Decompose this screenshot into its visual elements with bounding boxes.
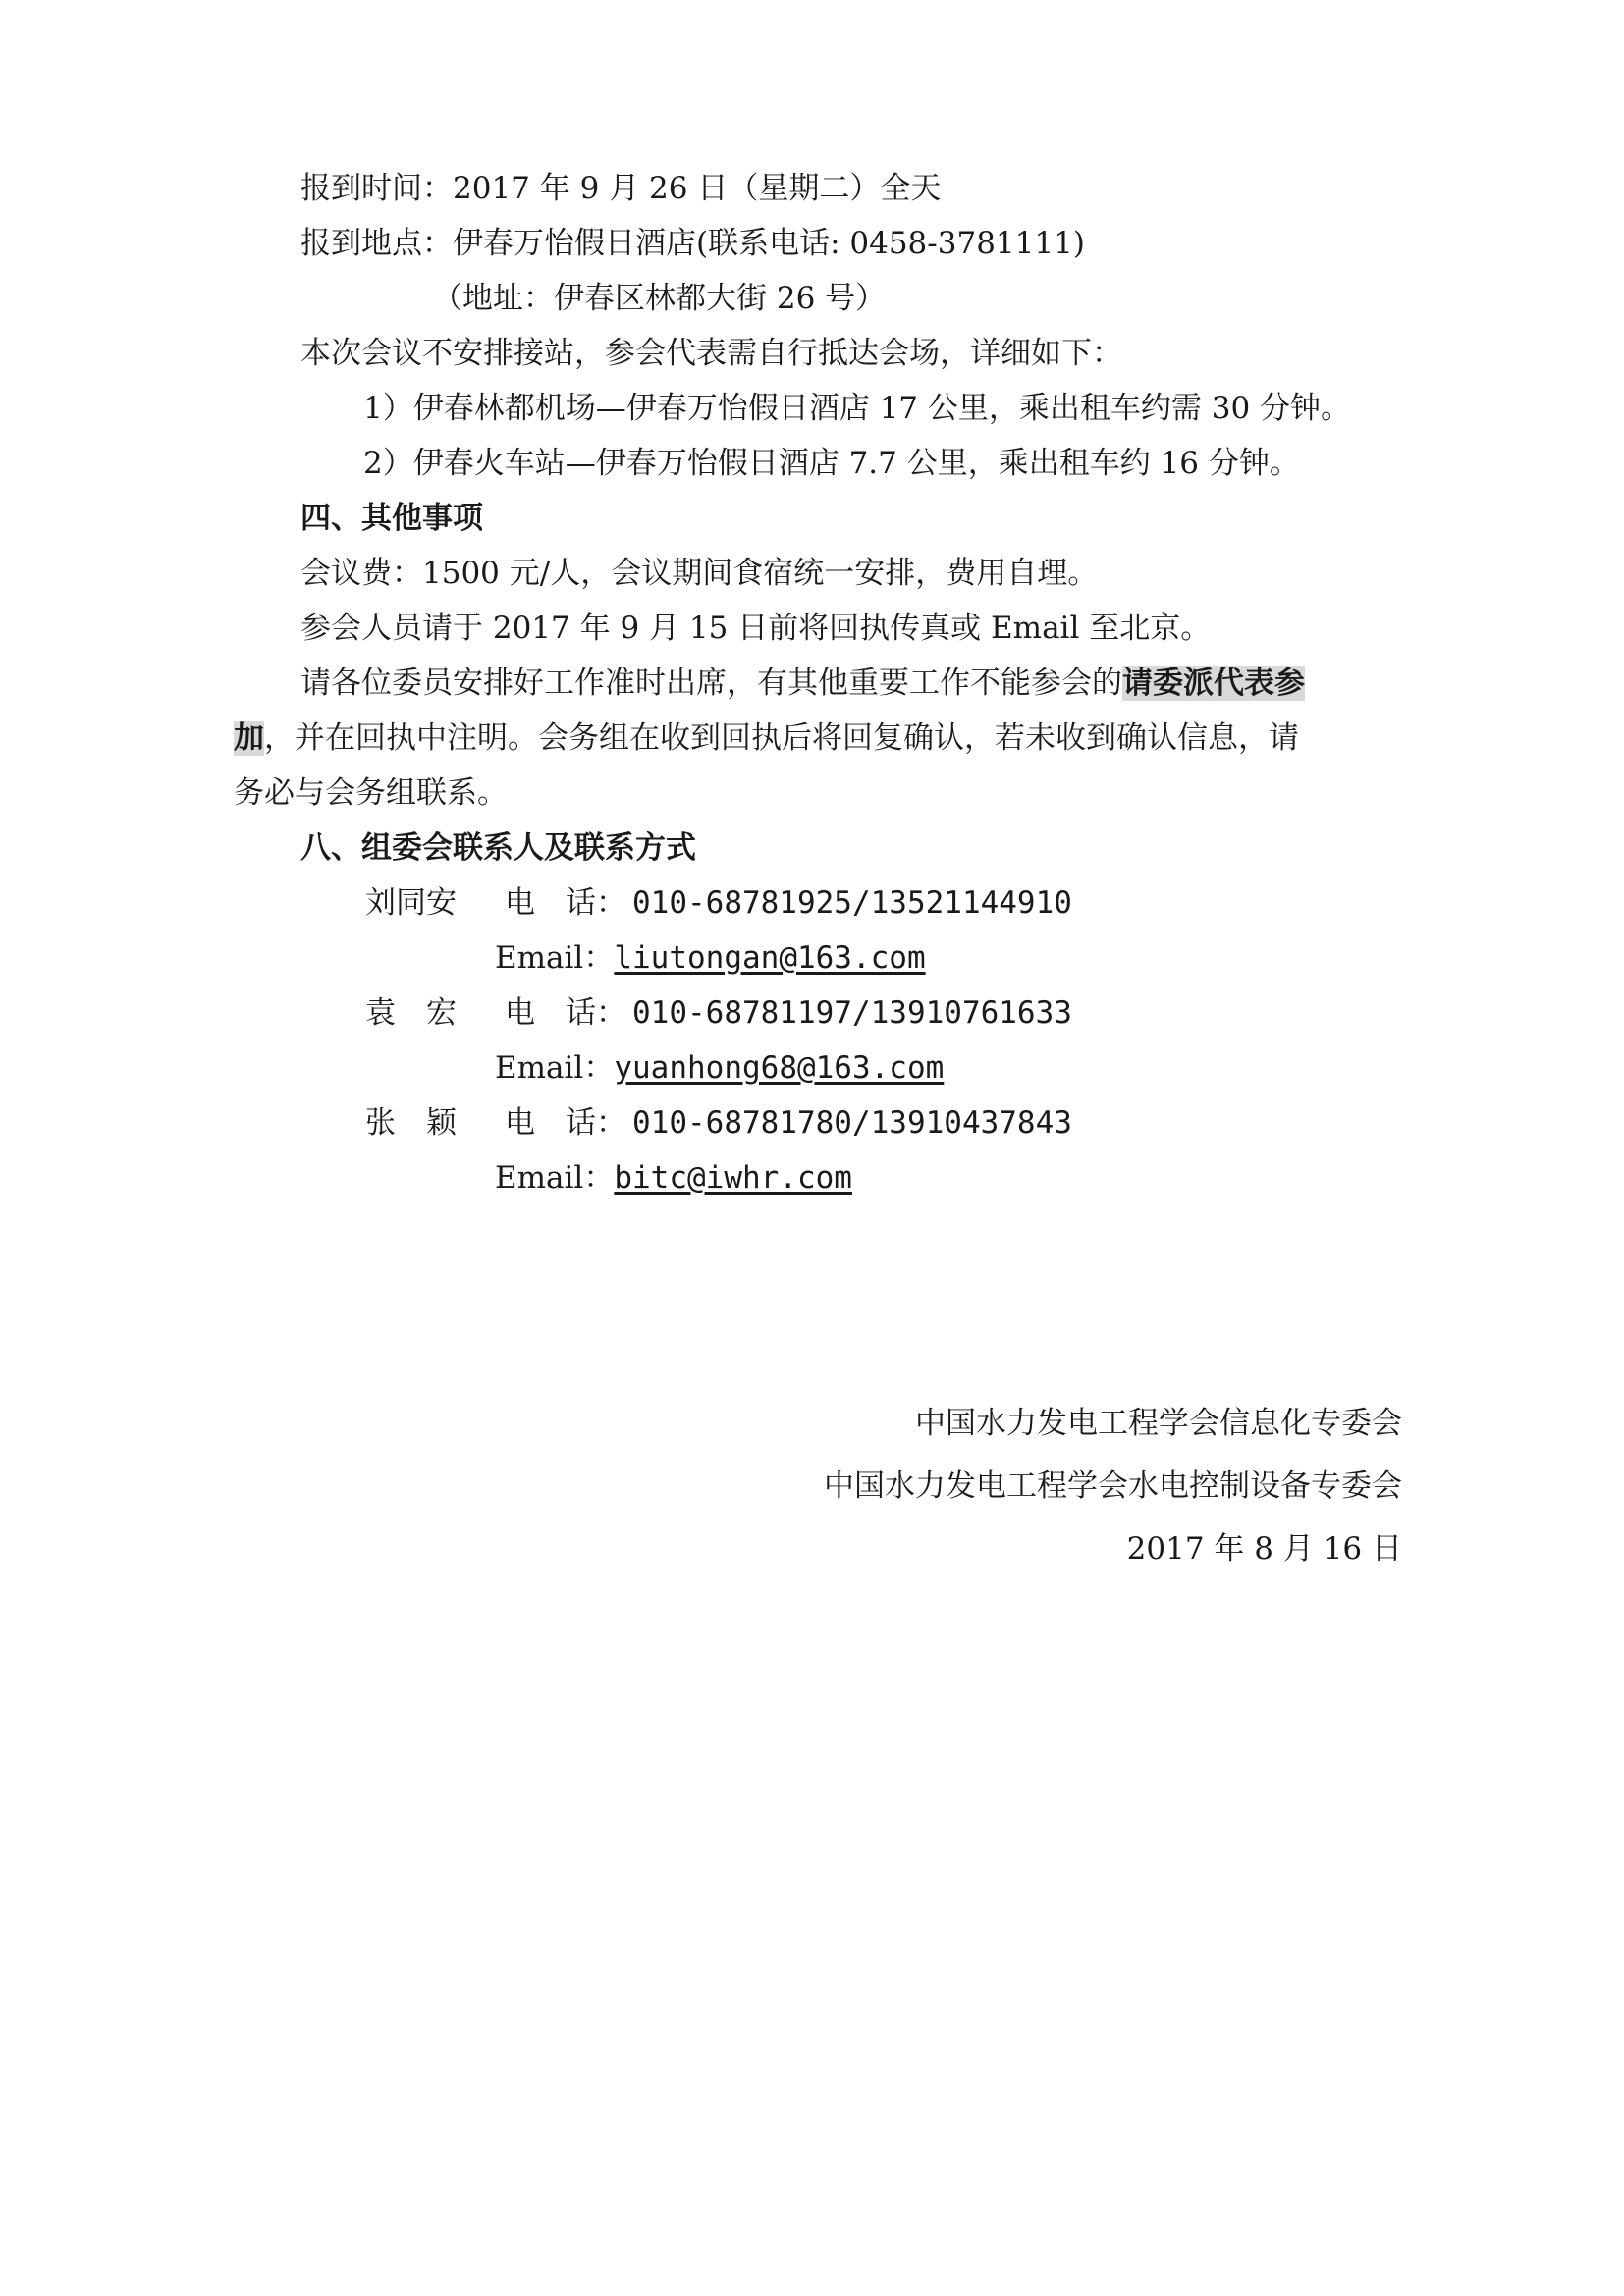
attendance-notice-text: 请各位委员安排好工作准时出席，有其他重要工作不能参会的	[300, 666, 1122, 701]
signature-date: 2017 年 8 月 16 日	[1126, 1531, 1402, 1567]
attendance-notice-line-2	[234, 719, 1299, 758]
phone-label: 电 话：	[505, 885, 626, 921]
contact-phone: 010-68781925/13521144910	[632, 885, 1072, 921]
email-label: Email：	[495, 1050, 615, 1086]
contact-name: 刘同安	[365, 885, 457, 921]
contact-phone: 010-68781780/13910437843	[632, 1105, 1072, 1141]
contact-email-link[interactable]: liutongan@163.com	[614, 940, 926, 976]
route-airport: 1）伊春林都机场—伊春万怡假日酒店 17 公里，乘出租车约需 30 分钟。	[363, 391, 1352, 426]
signature-org-2: 中国水力发电工程学会水电控制设备专委会	[824, 1468, 1402, 1504]
contact-3-phone-row	[365, 1103, 1072, 1143]
attendance-notice-text-2: ，并在回执中注明。会务组在收到回执后将回复确认，若未收到确认信息，请	[264, 721, 1299, 756]
receipt-deadline: 参会人员请于 2017 年 9 月 15 日前将回执传真或 Email 至北京。	[300, 611, 1212, 646]
section-heading-contacts: 八、组委会联系人及联系方式	[300, 830, 696, 866]
route-train-station: 2）伊春火车站—伊春万怡假日酒店 7.7 公里，乘出租车约 16 分钟。	[363, 446, 1300, 481]
delegate-highlight-cont: 加	[234, 721, 264, 756]
registration-address: （地址：伊春区林都大街 26 号）	[432, 281, 887, 316]
contact-2-phone-row	[365, 993, 1072, 1033]
registration-time: 报到时间：2017 年 9 月 26 日（星期二）全天	[300, 171, 942, 206]
contact-1-email-row	[495, 938, 926, 978]
attendance-notice-line-3: 务必与会务组联系。	[234, 775, 508, 811]
attendance-notice-line-1	[300, 664, 1305, 703]
delegate-highlight: 请委派代表参	[1122, 666, 1305, 701]
phone-label: 电 话：	[505, 995, 626, 1031]
contact-3-email-row	[495, 1158, 852, 1198]
contact-name: 张 颖	[365, 1105, 457, 1141]
registration-place: 报到地点：伊春万怡假日酒店(联系电话: 0458-3781111)	[300, 226, 1085, 261]
contact-name: 袁 宏	[365, 995, 457, 1031]
contact-email-link[interactable]: bitc@iwhr.com	[614, 1160, 852, 1196]
signature-org-1: 中国水力发电工程学会信息化专委会	[915, 1406, 1402, 1441]
contact-2-email-row	[495, 1048, 944, 1088]
section-heading-other: 四、其他事项	[300, 501, 483, 536]
contact-email-link[interactable]: yuanhong68@163.com	[614, 1050, 945, 1086]
contact-1-phone-row	[365, 883, 1072, 923]
email-label: Email：	[495, 940, 615, 976]
contact-phone: 010-68781197/13910761633	[632, 995, 1072, 1031]
transport-intro: 本次会议不安排接站，参会代表需自行抵达会场，详细如下：	[300, 336, 1122, 371]
email-label: Email：	[495, 1160, 615, 1196]
phone-label: 电 话：	[505, 1105, 626, 1141]
meeting-fee: 会议费：1500 元/人，会议期间食宿统一安排，费用自理。	[300, 556, 1099, 591]
